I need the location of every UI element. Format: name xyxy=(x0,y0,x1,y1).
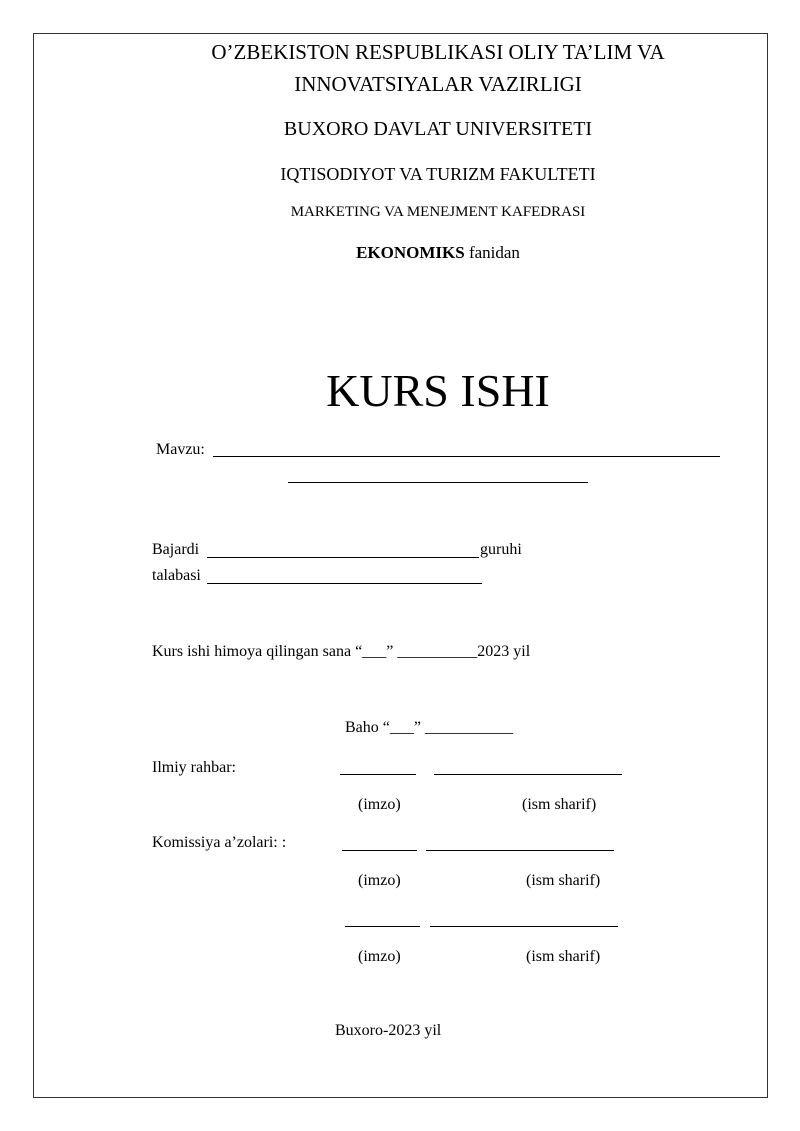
commission-signature-line-1[interactable] xyxy=(342,850,417,851)
page-border xyxy=(33,33,768,1098)
topic-line-2[interactable] xyxy=(288,482,588,483)
grade: Baho “___” ___________ xyxy=(345,719,513,736)
subject-line xyxy=(108,243,768,263)
faculty-name: IQTISODIYOT VA TURIZM FAKULTETI xyxy=(280,164,596,184)
subject-name: EKONOMIKS xyxy=(356,243,465,262)
student-label: talabasi xyxy=(152,567,201,584)
ministry-line-2: INNOVATSIYALAR VAZIRLIGI xyxy=(294,72,582,96)
signature-caption: (imzo) xyxy=(358,948,401,965)
subject-suffix: fanidan xyxy=(464,243,520,262)
signature-caption: (imzo) xyxy=(358,872,401,889)
signature-caption: (imzo) xyxy=(358,796,401,813)
group-line[interactable] xyxy=(207,557,479,558)
commission-name-line-1[interactable] xyxy=(426,850,614,851)
supervisor-name-line[interactable] xyxy=(434,774,622,775)
commission-name-line-2[interactable] xyxy=(430,926,618,927)
document-title: KURS ISHI xyxy=(326,365,550,416)
supervisor-label: Ilmiy rahbar: xyxy=(152,759,236,776)
name-caption: (ism sharif) xyxy=(526,872,601,889)
name-caption: (ism sharif) xyxy=(522,796,597,813)
footer-city-year: Buxoro-2023 yil xyxy=(335,1022,442,1039)
group-label: guruhi xyxy=(480,541,522,558)
commission-signature-line-2[interactable] xyxy=(345,926,420,927)
topic-label: Mavzu: xyxy=(156,441,205,458)
student-line[interactable] xyxy=(207,583,482,584)
supervisor-signature-line[interactable] xyxy=(340,774,416,775)
ministry-line-1: O’ZBEKISTON RESPUBLIKASI OLIY TA’LIM VA xyxy=(211,40,665,64)
name-caption: (ism sharif) xyxy=(526,948,601,965)
performed-label: Bajardi xyxy=(152,541,200,558)
commission-label: Komissiya a’zolari: : xyxy=(152,834,287,851)
university-name: BUXORO DAVLAT UNIVERSITETI xyxy=(283,118,593,140)
topic-line-1[interactable] xyxy=(213,456,720,457)
defense-date: Kurs ishi himoya qilingan sana “___” __________2023 yil xyxy=(152,643,531,660)
department-name: MARKETING VA MENEJMENT KAFEDRASI xyxy=(290,204,586,220)
